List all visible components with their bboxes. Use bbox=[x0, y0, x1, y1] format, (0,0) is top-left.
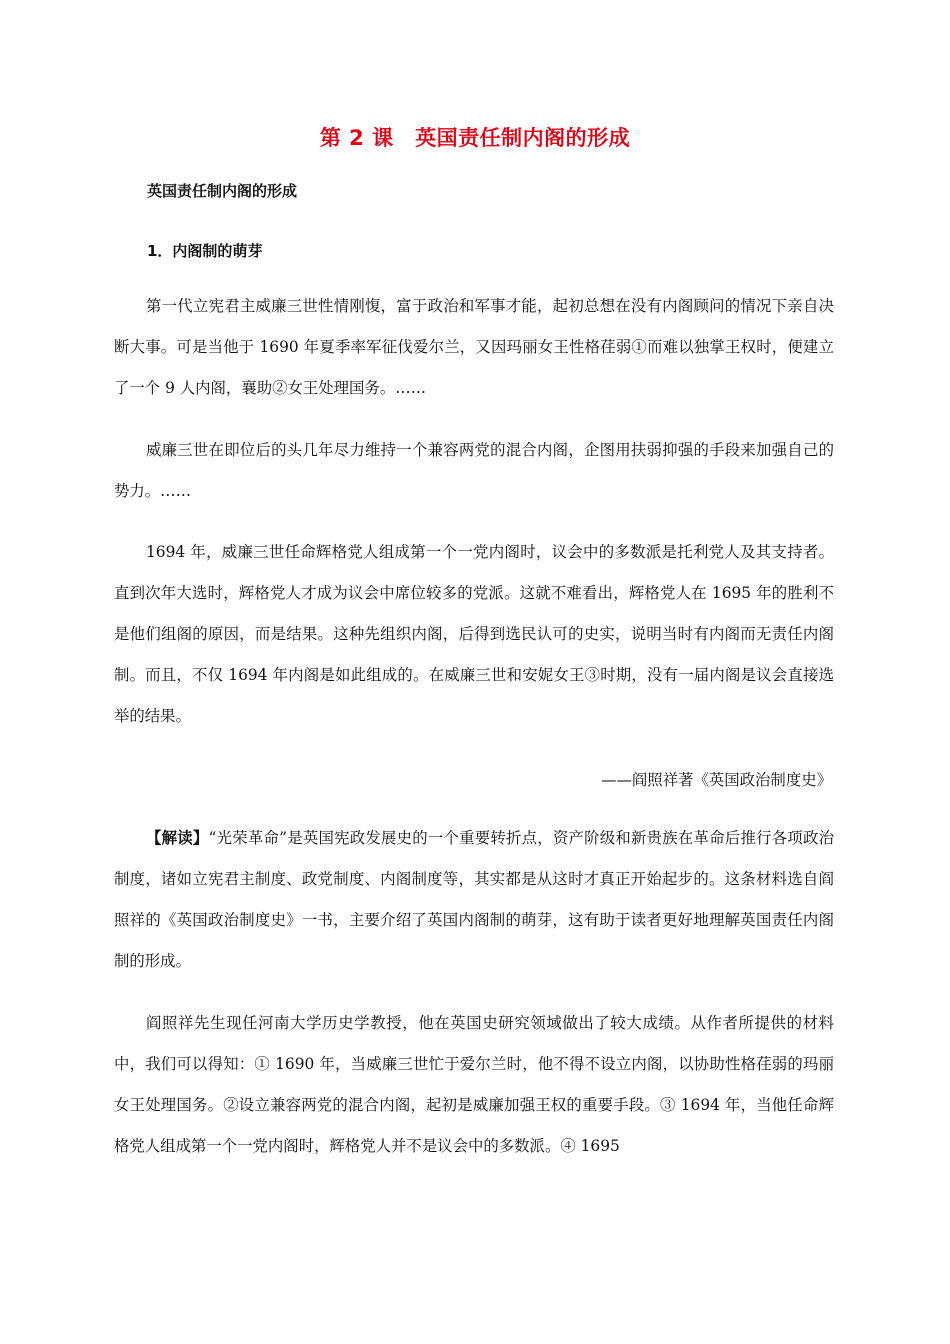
paragraph-2: 威廉三世在即位后的头几年尽力维持一个兼容两党的混合内阁，企图用扶弱抑强的手段来加强自己的势力。…… bbox=[114, 441, 834, 500]
paragraph-1: 第一代立宪君主威廉三世性情刚愎，富于政治和军事才能，起初总想在没有内阁顾问的情况下亲自决断大事。可是当他于 1690 年夏季率军征伐爱尔兰，又因玛丽女王性格荏弱①而难以独掌王权时，便建立了一个 9 人内阁，襄助②女王处理国务。…… bbox=[114, 297, 834, 397]
paragraph-commentary bbox=[114, 818, 834, 982]
section-heading: 英国责任制内阁的形成 bbox=[147, 182, 298, 200]
paragraph-3: 1694 年，威廉三世任命辉格党人组成第一个一党内阁时，议会中的多数派是托利党人及其支持者。直到次年大选时，辉格党人才成为议会中席位较多的党派。这就不难看出，辉格党人在 1695 年的胜利不是他们组阁的原因，而是结果。这种先组织内阁，后得到选民认可的史实，说明当时有内阁而无责任内阁制。而且，不仅 1694 年内阁是如此组成的。在威廉三世和安妮女王③时期，没有一届内阁是议会直接选举的结果。 bbox=[114, 543, 834, 725]
paragraph-5: 阎照祥先生现任河南大学历史学教授，他在英国史研究领域做出了较大成绩。从作者所提供的材料中，我们可以得知：① 1690 年，当威廉三世忙于爱尔兰时，他不得不设立内阁，以协助性格荏弱的玛丽女王处理国务。②设立兼容两党的混合内阁，起初是威廉加强王权的重要手段。③ 1694 年，当他任命辉格党人组成第一个一党内阁时，辉格党人并不是议会中的多数派。④ 1695 bbox=[114, 1014, 834, 1155]
subheading-sprout: 1．内阁制的萌芽 bbox=[147, 242, 263, 260]
citation-source: ——阎照祥著《英国政治制度史》 bbox=[601, 771, 832, 789]
commentary-text: “光荣革命”是英国宪政发展史的一个重要转折点，资产阶级和新贵族在革命后推行各项政治制度，诸如立宪君主制度、政党制度、内阁制度等，其实都是从这时才真正开始起步的。这条材料选自阎照祥的《英国政治制度史》一书，主要介绍了英国内阁制的萌芽，这有助于读者更好地理解英国责任内阁制的形成。 bbox=[114, 829, 834, 970]
commentary-tag: 【解读】 bbox=[146, 829, 209, 847]
lesson-title: 第 2 课 英国责任制内阁的形成 bbox=[319, 126, 631, 150]
